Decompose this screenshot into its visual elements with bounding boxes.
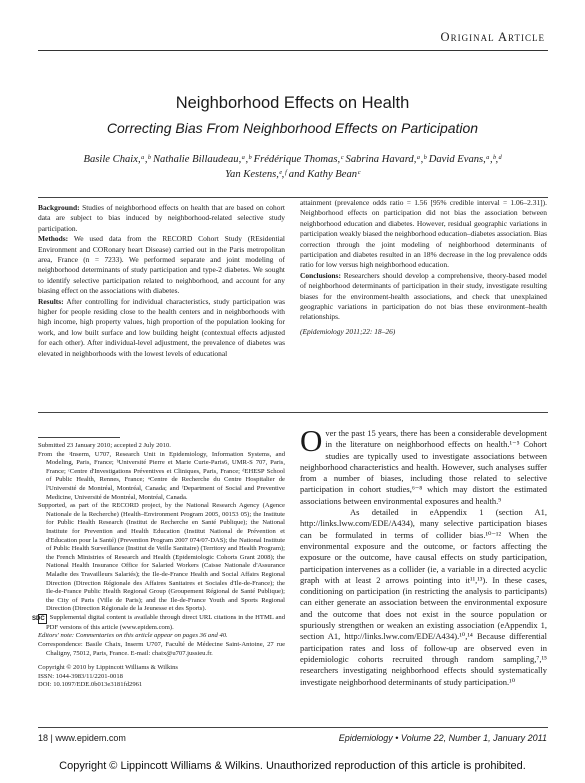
header-rule — [38, 50, 548, 51]
sdc-note: Supplemental digital content is available through direct URL citations in the HTML and PDF versions of this article (www.epidem.com). — [46, 613, 285, 631]
funding-note: Supported, as part of the RECORD project, by the National Research Agency (Agence Nationale de la Recherche) (Health–Environment Program 2005, 00153 05); the Institute for Public Health Research (Institut de Recherche en Santé Publique); the National Institute for Prevention and Health Education (Institut National de Prévention et d'Education pour la Santé) (Prevention Program 2007 074/07-DAS); the National Institute of Public Health Surveillance (Institut de Veille Sanitaire) (Territory and Health Program); the French Ministries of Research and Health (Epidemiologic Cohorts Grant 2008); the National Health Insurance Office for Salaried Workers (Caisse Nationale d'Assurance Maladie des Travailleurs Salariés); the Ile-de-France Health and Social Affairs Regional Direction (Direction Régionale des Affaires Sanitaires et Sociales d'Ile-de-France); the Ile-de-France Public Health Regional Group (Groupement Régional de Santé Publique); the City of Paris (Ville de Paris); and the Ile-de-France Youth and Sports Regional Direction (Direction Régionale de la Jeunesse et des Sports). — [38, 502, 285, 613]
author-line-1: Basile Chaix,ᵃ,ᵇ Nathalie Billaudeau,ᵃ,ᵇ Frédérique Thomas,ᶜ Sabrina Havard,ᵃ,ᵇ David Evans,ᵃ,ᵇ,ᵈ — [83, 154, 502, 165]
background-text: Studies of neighborhood effects on health that are based on cohort data are subject to bias induced by neighborhood-related selective study participation. — [38, 203, 286, 233]
body-paragraph-2: As detailed in eAppendix 1 (section A1, http://links.lww.com/EDE/A434), many selective participation biases can be formulated in terms of collider bias.¹⁰⁻¹² When the environmental exposure and the outcome, or factors affecting the exposure or the outcome, have causal effects on study participation, participation intervenes as a collider (ie, a variable in a directed acyclic graph with at least 2 arrows pointing into it¹¹,¹³). In these cases, conditioning on participation (in restricting the analysis to participants) can either generate an association between the environmental exposure and the outcome that does not exist in the source population or spuriously strengthen or weaken an existing association (eAppendix 1, section A1, http://links.lww.com/EDE/A434).¹⁰,¹⁴ Because differential participation rates and loss of follow-up are observed even in epidemiologic cohorts recruited through random sampling,⁷,¹⁵ researchers investigating neighborhood effects should systematically investigate neighborhood determinants of study participation.¹⁰ — [300, 507, 547, 687]
correspondence-note: Correspondence: Basile Chaix, Inserm U707, Faculté de Médecine Saint-Antoine, 27 rue Chaligny, 75012, Paris, France. E-mail: chaix@u707.jussieu.fr. — [38, 641, 285, 657]
results-text: After controlling for individual characteristics, study participation was higher for people residing close to the health centers and in neighborhoods with high income, high property values, high proportion of the population looking for work, and low built surface and low building height (contextual effects adjusted for each other). After individual-level adjustment, the prevalence of diabetes was elevated in neighborhoods with the lowest levels of educational — [38, 296, 286, 358]
submitted-note: Submitted 23 January 2010; accepted 2 July 2010. — [38, 442, 171, 449]
footer-left: 18 | www.epidem.com — [38, 733, 126, 743]
footer-rule — [38, 727, 548, 728]
footnote-rule — [38, 437, 120, 438]
footnotes — [32, 442, 285, 690]
article-subtitle: Correcting Bias From Neighborhood Effects on Participation — [106, 120, 479, 136]
body-paragraph-1: ver the past 15 years, there has been a considerable development in the literature on neighborhood effects on health.¹⁻⁵ Cohort studies are typically used to investigate associations between neighborhood characteristics and health. However, such analyses suffer from a number of biases, including those related to selective participation in cohort studies,⁶⁻⁸ which may distort the estimated associations between environmental exposures and health.⁹ — [300, 428, 547, 506]
results-continued: attainment (prevalence odds ratio = 1.56 [95% credible interval = 1.06–2.31]). Neighborhood effects on participation did not bias the association between neighborhood education and diabetes. However, residual geographic variations in participation weakly biased the neighborhood education–diabetes association. Bias correction through the joint modeling of neighborhood determinants of participation and diabetes resulted in an 18% decrease in the log prevalence odds ratio for low versus high neighborhood education. — [300, 198, 547, 270]
author-line-2: Yan Kestens,ᵉ,ᶠ and Kathy Beanᶜ — [225, 169, 360, 180]
copyright-banner: Copyright © Lippincott Williams & Wilkins. Unauthorized reproduction of this article is prohibited. — [59, 760, 526, 772]
footer-right: Epidemiology • Volume 22, Number 1, January 2011 — [338, 733, 547, 743]
drop-cap: O — [300, 423, 323, 458]
section-header: Original Article — [440, 30, 545, 44]
abstract-right-column — [300, 198, 547, 337]
sdc-badge-icon: SDC — [32, 615, 45, 622]
citation: (Epidemiology 2011;22: 18–26) — [300, 326, 396, 336]
article-title: Neighborhood Effects on Health — [175, 94, 410, 112]
background-label: Background: — [38, 203, 80, 212]
doi-note: DOI: 10.1097/EDE.0b013e3181fd2961 — [38, 681, 143, 689]
results-label: Results: — [38, 296, 64, 306]
abstract-bottom-rule — [38, 412, 548, 413]
methods-text: We used data from the RECORD Cohort Study (REsidential Environment and CORonary heart Disease) carried out in the Paris metropolitan area, France (n = 7233). We performed separate and joint modeling of neighborhood determinants of study participation and type-2 diabetes. We sought to identify selective participation related to neighborhood, and account for any biasing effect on the associations with diabetes. — [38, 234, 286, 296]
abstract-left-column — [38, 203, 285, 359]
editors-note: Editors' note: Commentaries on this article appear on pages 36 and 40. — [38, 632, 228, 640]
conclusions-label: Conclusions: — [300, 270, 341, 280]
affiliations-note: From the ᵃInserm, U707, Research Unit in Epidemiology, Information Systems, and Modeling, Paris, France; ᵇUniversité Pierre et Marie Curie-Paris6, UMR-S 707, Paris, France; ᶜCentre d'Investigations Préventives et Cliniques, Paris, France; ᵈEHESP School of Public Health, Rennes, France; ᵉCentre de Recherche du Centre Hospitalier de l'Université de Montréal, Montréal, Canada; and ᶠDepartment of Social and Preventive Medicine, Université de Montréal, Montréal, Canada. — [38, 450, 285, 501]
conclusions-text: Researchers should develop a comprehensive, theory-based model of neighborhood determinants of participation in their study, investigate resulting biases for the environment-health associations, and check that unexplained geographic variations in participation do not bias these environment–health relationships. — [300, 270, 547, 322]
methods-label: Methods: — [38, 234, 69, 244]
author-list — [40, 152, 545, 182]
issn-note: ISSN: 1044-3983/11/2201-0018 — [38, 672, 123, 680]
body-text — [300, 423, 547, 688]
copyright-note: Copyright © 2010 by Lippincott Williams & Wilkins — [38, 664, 178, 672]
